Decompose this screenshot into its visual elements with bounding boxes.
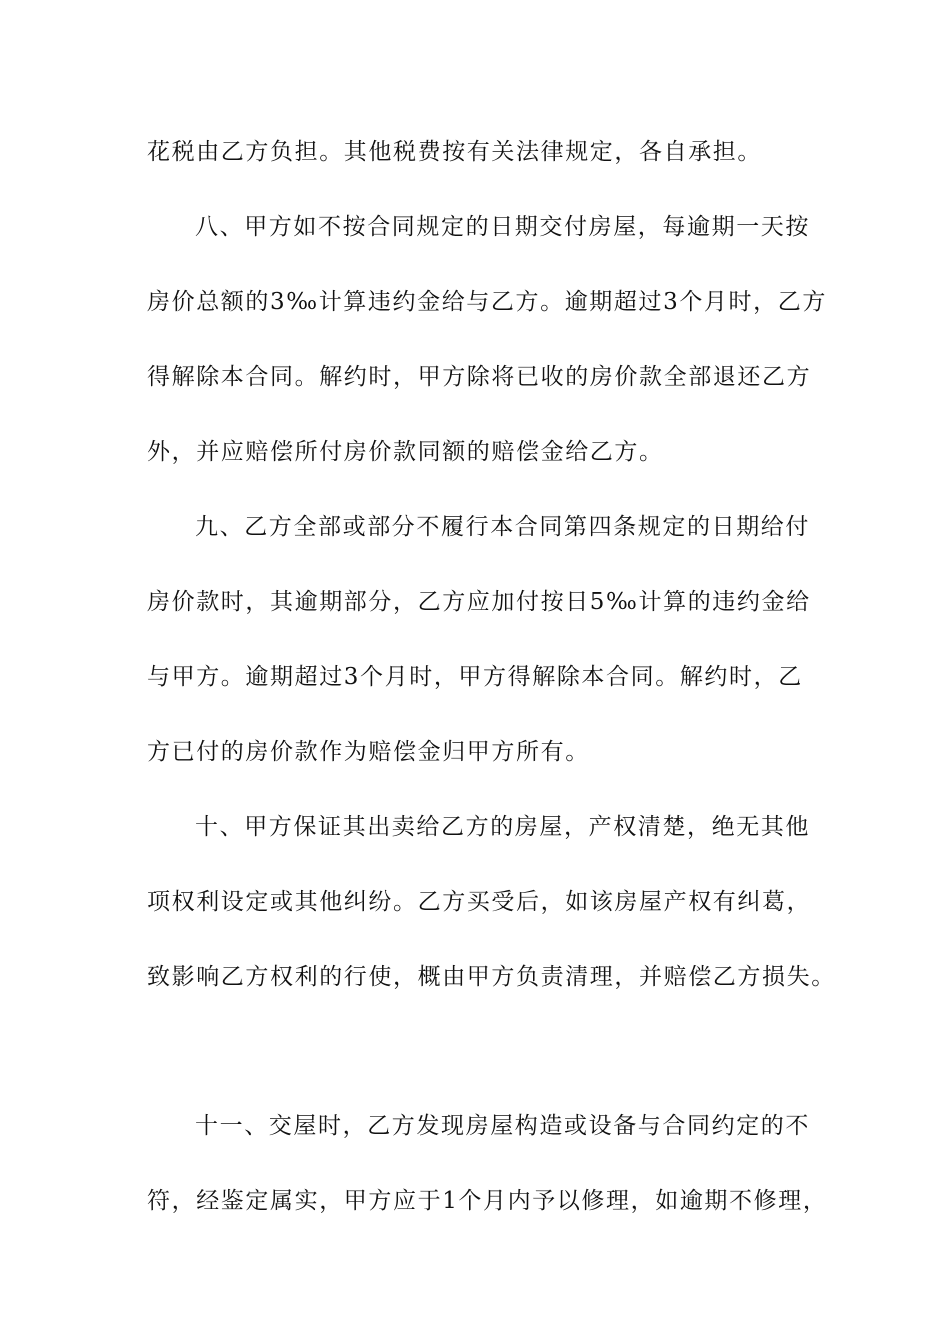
text-line: 外，并应赔偿所付房价款同额的赔偿金给乙方。 <box>147 439 664 465</box>
paragraph-line: 九、乙方全部或部分不履行本合同第四条规定的日期给付 <box>195 514 810 540</box>
paragraph-line: 八、甲方如不按合同规定的日期交付房屋，每逾期一天按 <box>195 214 810 240</box>
paragraph-line: 十、甲方保证其出卖给乙方的房屋，产权清楚，绝无其他 <box>195 814 810 840</box>
paragraph-line: 十一、交屋时，乙方发现房屋构造或设备与合同约定的不 <box>195 1113 810 1139</box>
text-line: 项权利设定或其他纠纷。乙方买受后，如该房屋产权有纠葛， <box>147 889 812 915</box>
text-line: 致影响乙方权利的行使，概由甲方负责清理，并赔偿乙方损失。 <box>147 964 836 990</box>
text-line: 房价总额的3‰计算违约金给与乙方。逾期超过3个月时，乙方 <box>147 289 827 315</box>
text-line: 花税由乙方负担。其他税费按有关法律规定，各自承担。 <box>147 139 762 165</box>
text-line: 与甲方。逾期超过3个月时，甲方得解除本合同。解约时，乙 <box>147 664 803 690</box>
text-line: 方已付的房价款作为赔偿金归甲方所有。 <box>147 739 590 765</box>
text-line: 得解除本合同。解约时，甲方除将已收的房价款全部退还乙方 <box>147 364 812 390</box>
text-line: 房价款时，其逾期部分，乙方应加付按日5‰计算的违约金给 <box>147 589 811 615</box>
text-line: 符，经鉴定属实，甲方应于1个月内予以修理，如逾期不修理， <box>147 1188 828 1214</box>
